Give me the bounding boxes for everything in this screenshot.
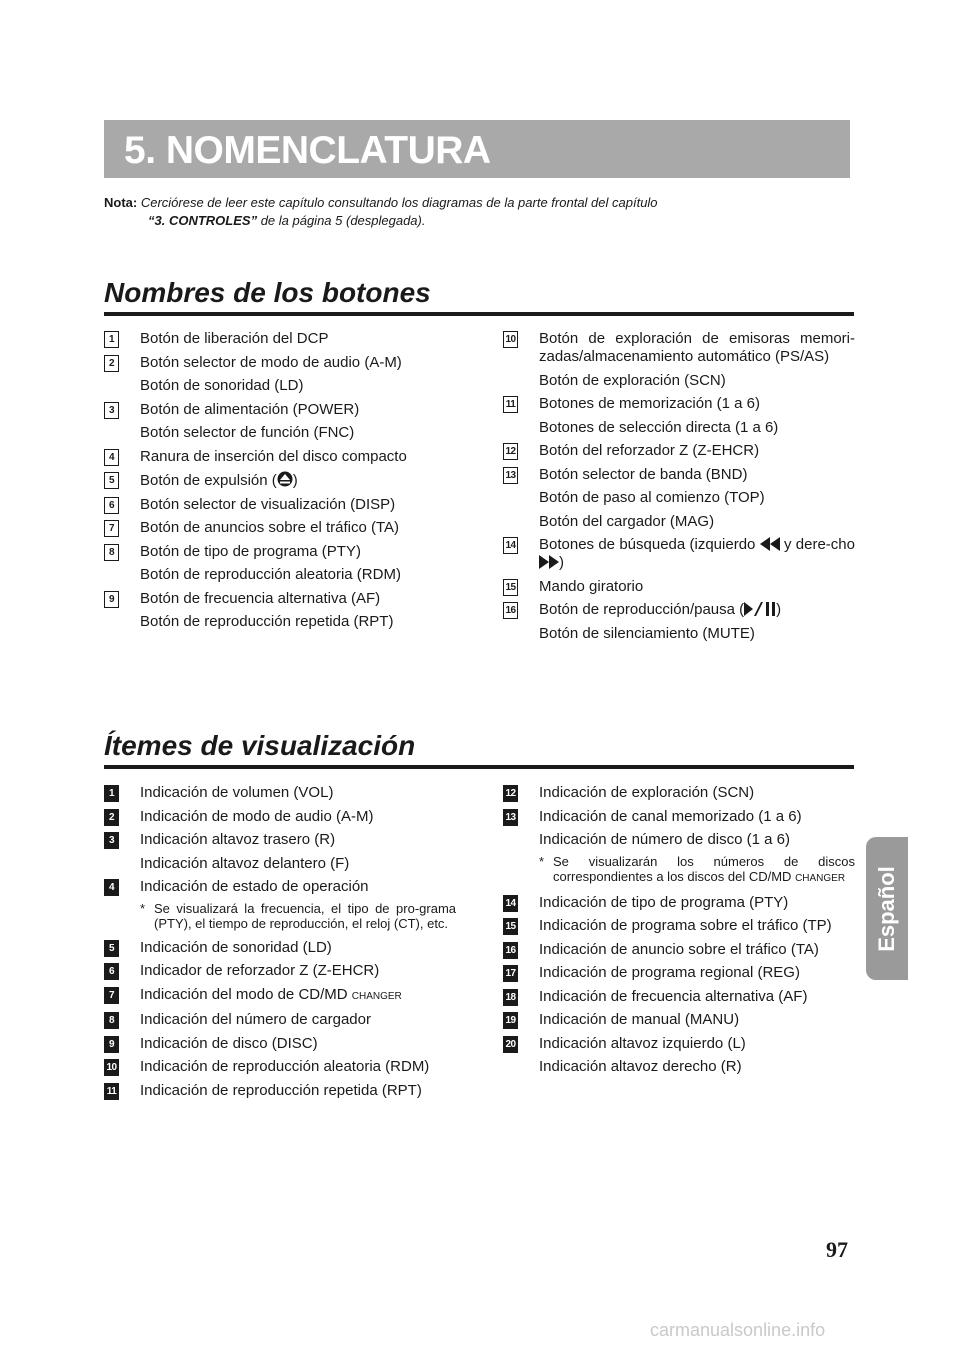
list-item: 13 Botón selector de banda (BND) (503, 466, 855, 484)
buttons-left-column (104, 330, 456, 637)
chapter-title: 5. NOMENCLATURA (124, 129, 491, 172)
list-item: 5 Botón de expulsión ( ) (104, 471, 456, 490)
language-tab-label: Español (874, 865, 899, 952)
item-number: 7 (104, 520, 119, 537)
item-number: 9 (104, 591, 119, 608)
list-item: Botón de silenciamiento (MUTE) (539, 624, 755, 642)
item-number: 20 (503, 1036, 518, 1053)
list-item: 3 Indicación altavoz trasero (R) (104, 831, 456, 849)
list-item: 11 Botones de memorización (1 a 6) (503, 395, 855, 413)
list-item: Botón de paso al comienzo (TOP) (539, 489, 765, 506)
list-item: 10 Botón de exploración de emisoras memori-zadas/almacenamiento automático (PS/AS) (503, 330, 855, 366)
list-item: Indicación de número de disco (1 a 6) (539, 831, 790, 848)
list-item: Botón de reproducción aleatoria (RDM) (140, 566, 401, 583)
list-item: Botón de sonoridad (LD) (140, 377, 304, 394)
item-number: 14 (503, 895, 518, 912)
buttons-right-column (503, 330, 855, 648)
list-item: 16 Indicación de anuncio sobre el tráfico (TA) (503, 941, 855, 959)
item-number: 16 (503, 942, 518, 959)
list-item: Botón del cargador (MAG) (539, 512, 715, 530)
list-item: 9 Indicación de disco (DISC) (104, 1035, 456, 1053)
note-line1: Cerciórese de leer este capítulo consultando los diagramas de la parte frontal del capítulo (140, 195, 658, 210)
item-number: 4 (104, 879, 119, 896)
list-item: 4 Indicación de estado de operación (104, 878, 456, 896)
item-number: 5 (104, 472, 119, 489)
list-item: 3 Botón de alimentación (POWER) (104, 401, 456, 419)
rewind-icon (760, 537, 780, 551)
list-item: 7 Indicación del modo de CD/MD CHANGER (104, 986, 456, 1006)
list-item: 11 Indicación de reproducción repetida (RPT) (104, 1082, 456, 1100)
list-item: 4 Ranura de inserción del disco compacto (104, 448, 456, 466)
list-item: 6 Botón selector de visualización (DISP) (104, 496, 456, 514)
item-number: 13 (503, 467, 518, 484)
item-number: 11 (104, 1083, 119, 1100)
list-item: 14 Indicación de tipo de programa (PTY) (503, 894, 855, 912)
item-number: 15 (503, 579, 518, 596)
item-number: 2 (104, 355, 119, 372)
item-number: 12 (503, 443, 518, 460)
item-number: 6 (104, 963, 119, 980)
list-item: 18 Indicación de frecuencia alternativa (AF) (503, 988, 855, 1006)
list-item: 12 Botón del reforzador Z (Z-EHCR) (503, 442, 855, 460)
list-item: Botón selector de función (FNC) (140, 424, 355, 441)
display-left-column (104, 784, 456, 1105)
chapter-banner (104, 120, 850, 178)
list-item: 19 Indicación de manual (MANU) (503, 1011, 855, 1029)
list-item: 10 Indicación de reproducción aleatoria (RDM) (104, 1058, 456, 1076)
list-item: 7 Botón de anuncios sobre el tráfico (TA) (104, 519, 456, 537)
item-number: 18 (503, 989, 518, 1006)
list-item: 1 Indicación de volumen (VOL) (104, 784, 456, 802)
item-number: 8 (104, 1012, 119, 1029)
list-item: Botón de exploración (SCN) (539, 371, 726, 389)
item-number: 8 (104, 544, 119, 561)
list-item: 13 Indicación de canal memorizado (1 a 6) (503, 808, 855, 826)
list-item: Botones de selección directa (1 a 6) (539, 418, 779, 436)
item-number: 13 (503, 809, 518, 826)
list-item: Botón de reproducción repetida (RPT) (140, 613, 394, 630)
item-number: 10 (503, 331, 518, 348)
list-item: Indicación altavoz derecho (R) (539, 1058, 742, 1075)
item-number: 12 (503, 785, 518, 802)
list-item: 14 Botones de búsqueda (izquierdo y dere-cho ) (503, 536, 855, 572)
list-item: 2 Botón selector de modo de audio (A-M) (104, 354, 456, 372)
note-line2: de la página 5 (desplegada). (257, 213, 426, 228)
list-item: 20 Indicación altavoz izquierdo (L) (503, 1035, 855, 1053)
note-label: Nota: (104, 195, 138, 210)
note-reference: “3. CONTROLES” (148, 213, 258, 228)
list-item: 2 Indicación de modo de audio (A-M) (104, 808, 456, 826)
language-tab (866, 837, 908, 980)
display-right-column (503, 784, 855, 1082)
item-number: 7 (104, 987, 119, 1004)
item-number: 19 (503, 1012, 518, 1029)
item-number: 11 (503, 396, 518, 413)
item-number: 17 (503, 965, 518, 982)
list-item: 5 Indicación de sonoridad (LD) (104, 939, 456, 957)
item-number: 10 (104, 1059, 119, 1076)
item-number: 5 (104, 940, 119, 957)
list-item: 9 Botón de frecuencia alternativa (AF) (104, 590, 456, 608)
eject-icon (277, 471, 293, 487)
item-number: 16 (503, 602, 518, 619)
list-item: 15 Mando giratorio (503, 578, 855, 596)
fast-forward-icon (539, 555, 559, 569)
item-number: 1 (104, 785, 119, 802)
play-pause-icon (744, 602, 776, 616)
item-number: 2 (104, 809, 119, 826)
list-item: 16 Botón de reproducción/pausa ( ) (503, 601, 855, 619)
list-item: 15 Indicación de programa sobre el tráfico (TP) (503, 917, 855, 935)
section-title-display: Ítemes de visualización (104, 729, 854, 769)
section-title-buttons: Nombres de los botones (104, 276, 854, 316)
item-number: 9 (104, 1036, 119, 1053)
note-block (104, 194, 844, 230)
list-item: Indicación altavoz delantero (F) (140, 854, 350, 872)
item-number: 1 (104, 331, 119, 348)
item-number: 14 (503, 537, 518, 554)
item-number: 4 (104, 449, 119, 466)
list-item: 8 Botón de tipo de programa (PTY) (104, 543, 456, 561)
list-item: 1 Botón de liberación del DCP (104, 330, 456, 348)
list-item: 6 Indicador de reforzador Z (Z-EHCR) (104, 962, 456, 980)
footnote: * Se visualizará la frecuencia, el tipo de pro-grama (PTY), el tiempo de reproducción, el reloj (CT), etc. (140, 900, 456, 931)
page-number: 97 (826, 1237, 848, 1262)
watermark: carmanualsonline.info (650, 1320, 826, 1340)
item-number: 6 (104, 497, 119, 514)
list-item: 17 Indicación de programa regional (REG) (503, 964, 855, 982)
list-item: 12 Indicación de exploración (SCN) (503, 784, 855, 802)
item-number: 3 (104, 832, 119, 849)
item-number: 3 (104, 402, 119, 419)
footnote: * Se visualizarán los números de discos correspondientes a los discos del CD/MD CHANGER (539, 853, 855, 884)
list-item: 8 Indicación del número de cargador (104, 1011, 456, 1029)
item-number: 15 (503, 918, 518, 935)
